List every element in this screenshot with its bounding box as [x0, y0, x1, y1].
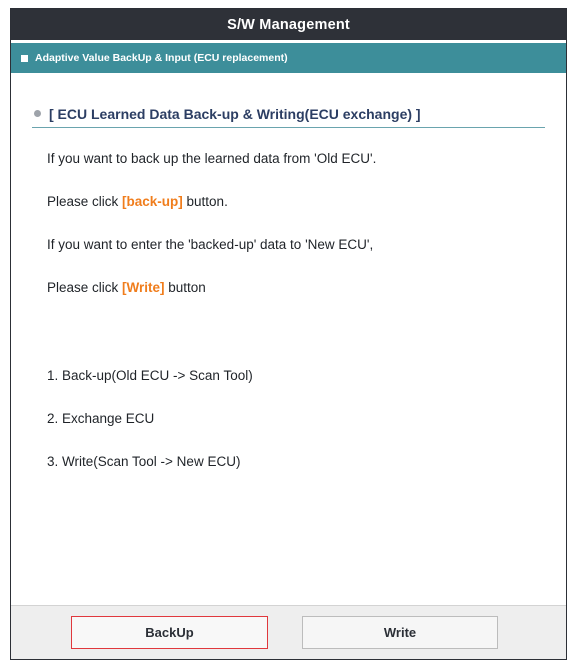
instruction-line-2: Please click [back-up] button. — [47, 194, 228, 209]
section-heading — [32, 102, 545, 128]
write-highlight: [Write] — [122, 280, 165, 295]
backup-button[interactable]: BackUp — [71, 616, 268, 649]
step-item-2: 2. Exchange ECU — [47, 411, 155, 426]
content-area — [11, 73, 566, 659]
instruction-line-3: If you want to enter the 'backed-up' data to 'New ECU', — [47, 237, 374, 252]
subheader-title: Adaptive Value BackUp & Input (ECU replacement) — [35, 52, 288, 64]
step-item-3: 3. Write(Scan Tool -> New ECU) — [47, 454, 241, 469]
bullet-icon — [34, 110, 41, 117]
dialog-window — [10, 8, 567, 660]
instruction-line-1: If you want to back up the learned data from 'Old ECU'. — [47, 151, 377, 166]
step-item-1: 1. Back-up(Old ECU -> Scan Tool) — [47, 368, 253, 383]
write-button[interactable]: Write — [302, 616, 498, 649]
button-bar — [11, 605, 566, 659]
window-title: S/W Management — [11, 9, 566, 40]
backup-highlight: [back-up] — [122, 194, 183, 209]
square-icon — [21, 55, 28, 62]
subheader-bar — [11, 43, 566, 73]
section-title-text: [ ECU Learned Data Back-up & Writing(ECU exchange) ] — [49, 105, 421, 122]
instruction-line-4: Please click [Write] button — [47, 280, 206, 295]
